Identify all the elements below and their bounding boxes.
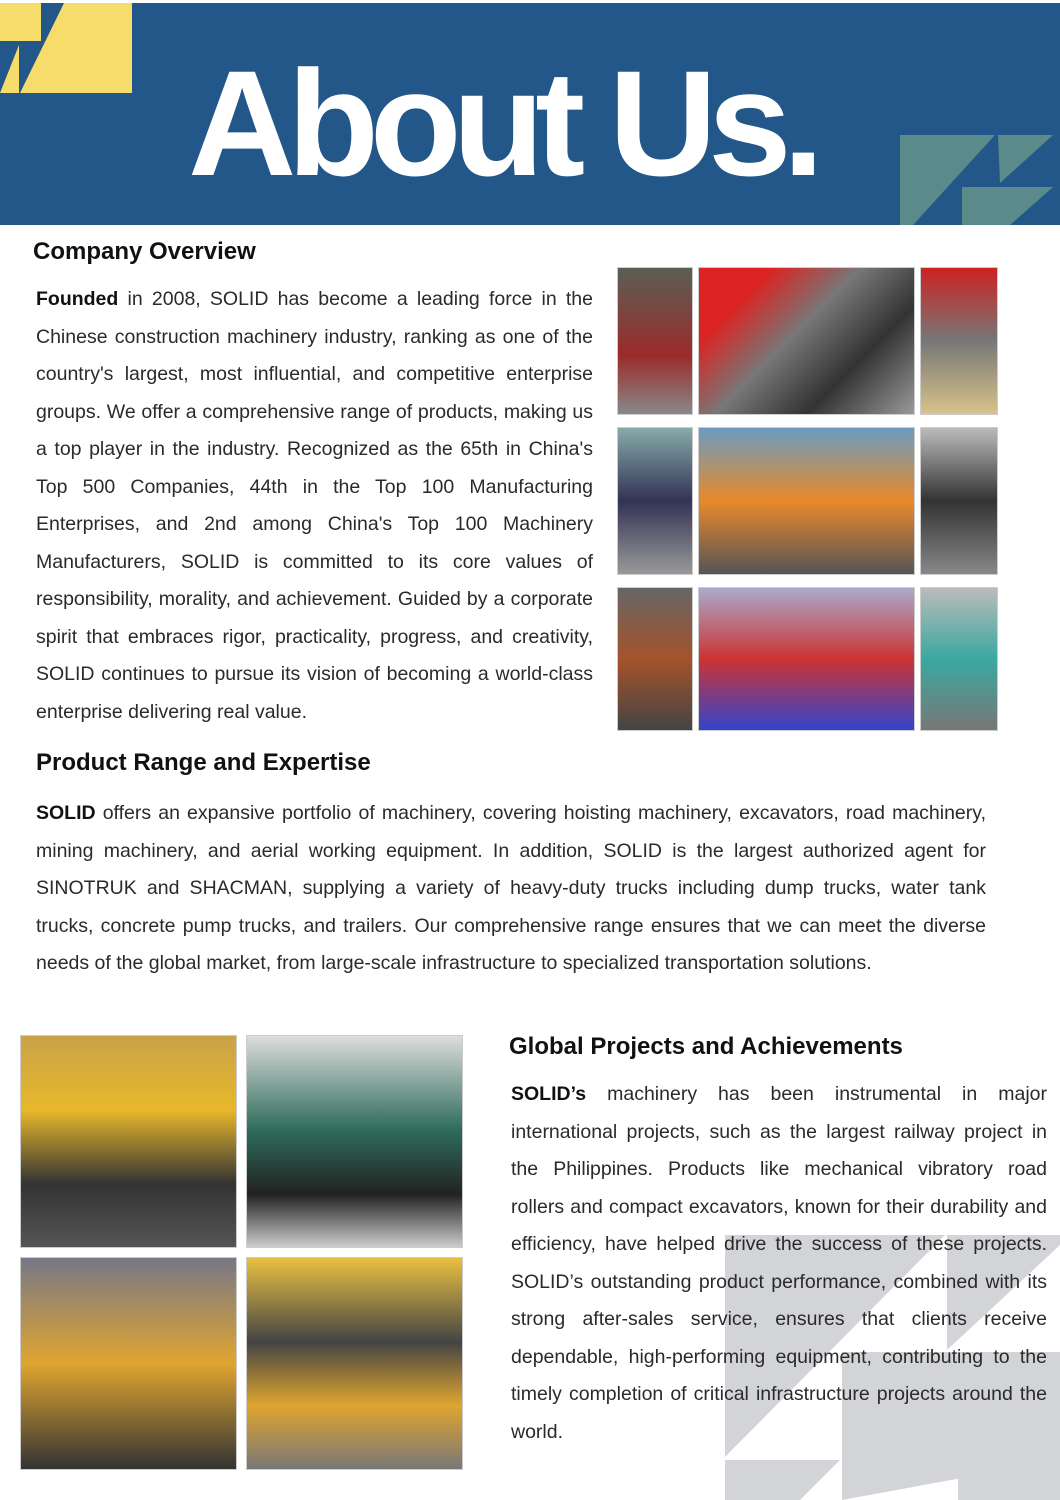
overview-lead: Founded bbox=[36, 288, 119, 310]
engine-photo bbox=[920, 427, 998, 575]
overview-heading: Company Overview bbox=[33, 238, 256, 265]
mini-excavators-photo bbox=[20, 1257, 237, 1470]
press-machine-photo bbox=[920, 587, 998, 731]
truck-cab-photo bbox=[698, 267, 915, 415]
page-title: About Us. bbox=[188, 39, 816, 207]
products-body: offers an expansive portfolio of machinery, covering hoisting machinery, excavators, road machinery, mining machinery, and aerial working equipment. In addition, SOLID is the largest authorized agent for SINOTRUK and SHACMAN, supplying a variety of heavy-duty trucks including dump trucks, water tank trucks, concrete pump trucks, and trailers. Our comprehensive range ensures that we can meet the diverse needs of the global market, from large-scale infrastructure to specialized transportation solutions. bbox=[36, 802, 986, 974]
loader-photo bbox=[246, 1035, 463, 1248]
projects-body: machinery has been instrumental in major international projects, such as the largest railway project in the Philippines. Products like mechanical vibratory road rollers and compact excavators, known for their durability and efficiency, have helped drive the success of these projects. SOLID’s outstanding product performance, combined with its strong after-sales service, ensures that clients receive dependable, high-performing equipment, contributing to the timely completion of critical infrastructure projects around the world. bbox=[511, 1083, 1047, 1443]
projects-heading: Global Projects and Achievements bbox=[509, 1033, 903, 1060]
overview-body: in 2008, SOLID has become a leading force in the Chinese construction machinery industry, ranking as one of the country's largest, most influential, and competitive enterprise groups. We offer a comprehensive range of products, making us a top player in the industry. Recognized as the 65th in China's Top 500 Companies, 44th in the Top 100 Manufacturing Enterprises, and 2nd among China's Top 100 Machinery Manufacturers, SOLID is committed to its core values of responsibility, morality, and achievement. Guided by a corporate spirit that embraces rigor, practicality, progress, and creativity, SOLID continues to pursue its vision of becoming a world-class enterprise delivering real value. bbox=[36, 288, 593, 723]
products-paragraph bbox=[36, 795, 986, 983]
orange-truck-photo bbox=[698, 427, 915, 575]
projects-paragraph bbox=[511, 1076, 1047, 1451]
blue-truck-photo bbox=[698, 587, 915, 731]
assembly-photo bbox=[920, 267, 998, 415]
overview-paragraph bbox=[36, 281, 593, 731]
products-lead: SOLID bbox=[36, 802, 96, 824]
projects-lead: SOLID’s bbox=[511, 1083, 587, 1105]
production-line-photo bbox=[246, 1257, 463, 1470]
factory-photo bbox=[617, 267, 693, 415]
products-heading: Product Range and Expertise bbox=[36, 749, 371, 776]
worker-photo bbox=[617, 427, 693, 575]
robot-photo bbox=[617, 587, 693, 731]
excavator-photo bbox=[20, 1035, 237, 1248]
